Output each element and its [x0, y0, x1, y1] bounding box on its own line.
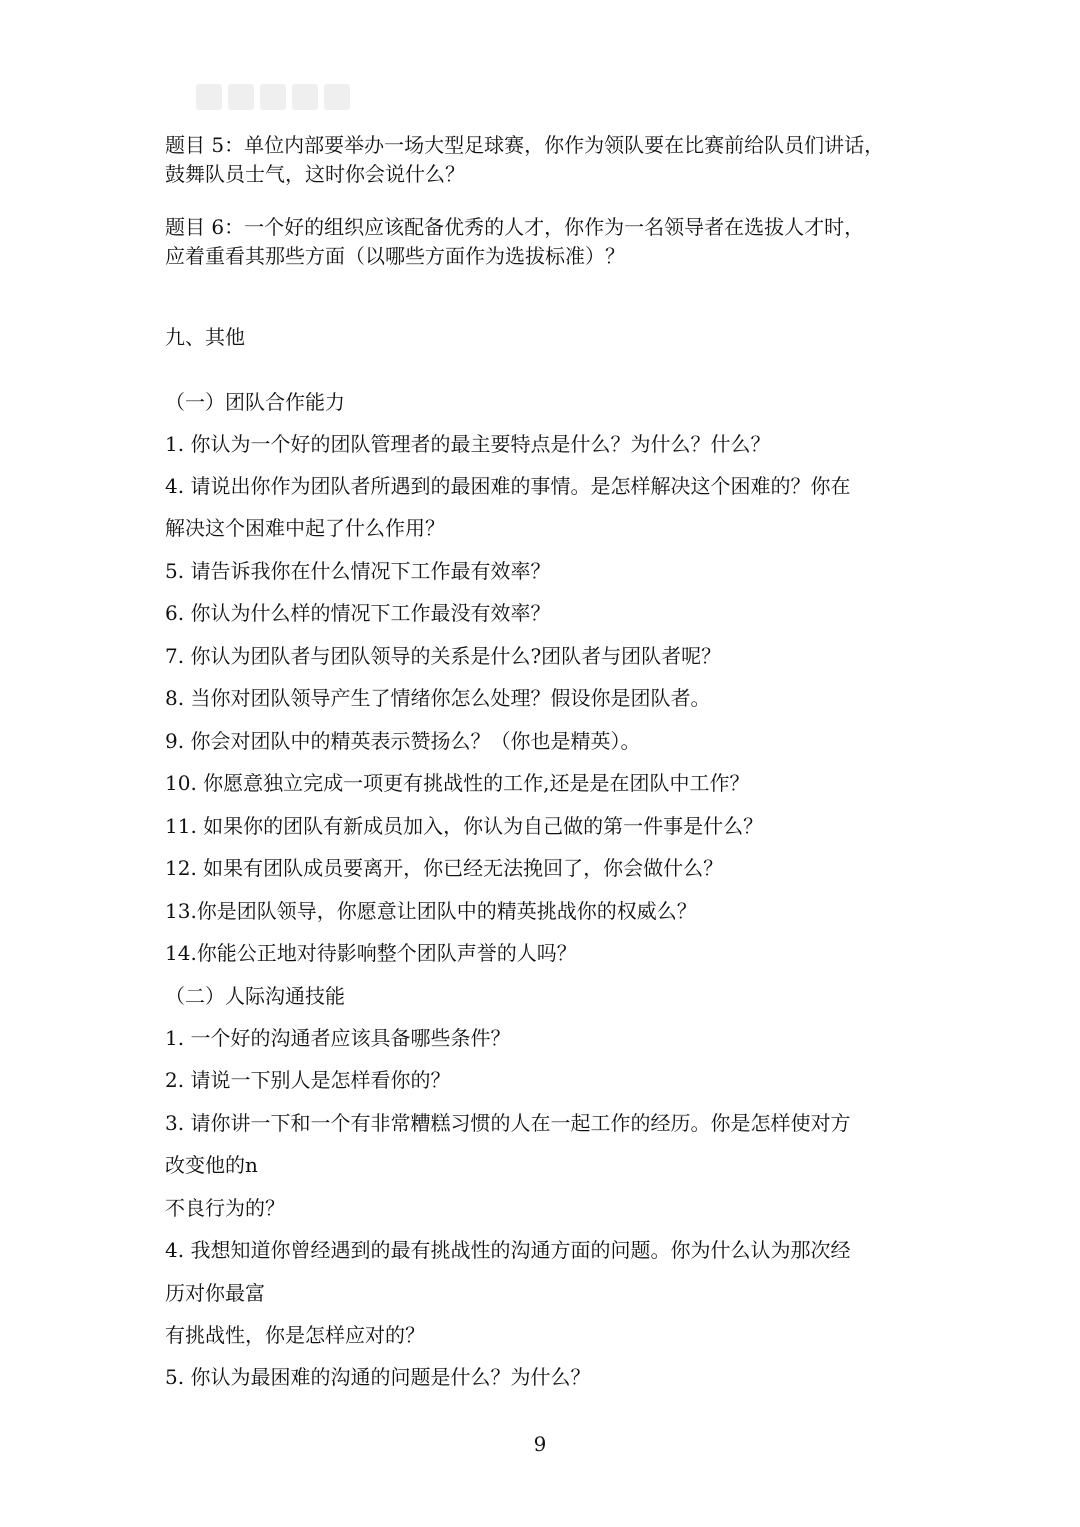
team-line-3: 解决这个困难中起了什么作用？ — [165, 516, 445, 540]
communication-line-7: 历对你最富 — [165, 1281, 265, 1305]
question-5-line-2: 鼓舞队员士气，这时你会说什么？ — [165, 162, 465, 186]
team-section-heading: （一）团队合作能力 — [165, 390, 345, 414]
team-line-7: 8. 当你对团队领导产生了情绪你怎么处理？假设你是团队者。 — [165, 686, 711, 710]
team-line-1: 1. 你认为一个好的团队管理者的最主要特点是什么？为什么？什么？ — [165, 432, 771, 456]
question-6-line-1: 题目 6：一个好的组织应该配备优秀的人才，你作为一名领导者在选拔人才时， — [165, 215, 865, 239]
communication-line-8: 有挑战性，你是怎样应对的？ — [165, 1323, 425, 1347]
communication-line-2: 2. 请说一下别人是怎样看你的？ — [165, 1068, 451, 1092]
team-line-12: 13.你是团队领导，你愿意让团队中的精英挑战你的权威么？ — [165, 899, 697, 923]
communication-line-3: 3. 请你讲一下和一个有非常糟糕习惯的人在一起工作的经历。你是怎样使对方 — [165, 1111, 851, 1135]
team-line-6: 7. 你认为团队者与团队领导的关系是什么?团队者与团队者呢？ — [165, 644, 722, 668]
question-5-line-1: 题目 5：单位内部要举办一场大型足球赛，你作为领队要在比赛前给队员们讲话， — [165, 133, 885, 157]
team-line-8: 9. 你会对团队中的精英表示赞扬么？（你也是精英）。 — [165, 729, 641, 753]
question-6-line-2: 应着重看其那些方面（以哪些方面作为选拔标准）？ — [165, 244, 625, 268]
team-line-9: 10. 你愿意独立完成一项更有挑战性的工作,还是是在团队中工作？ — [165, 771, 750, 795]
team-line-4: 5. 请告诉我你在什么情况下工作最有效率？ — [165, 559, 551, 583]
communication-line-4: 改变他的n — [165, 1153, 258, 1177]
team-line-13: 14.你能公正地对待影响整个团队声誉的人吗？ — [165, 941, 577, 965]
communication-line-6: 4. 我想知道你曾经遇到的最有挑战性的沟通方面的问题。你为什么认为那次经 — [165, 1238, 851, 1262]
communication-section-heading: （二）人际沟通技能 — [165, 984, 345, 1008]
team-line-2: 4. 请说出你作为团队者所遇到的最困难的事情。是怎样解决这个困难的？你在 — [165, 474, 851, 498]
faded-header-mark — [196, 84, 376, 110]
communication-line-5: 不良行为的？ — [165, 1196, 285, 1220]
section-title: 九、其他 — [165, 325, 245, 349]
communication-line-9: 5. 你认为最困难的沟通的问题是什么？为什么？ — [165, 1365, 591, 1389]
page-number: 9 — [533, 1432, 547, 1456]
team-line-10: 11. 如果你的团队有新成员加入，你认为自己做的第一件事是什么？ — [165, 814, 764, 838]
team-line-5: 6. 你认为什么样的情况下工作最没有效率？ — [165, 601, 551, 625]
team-line-11: 12. 如果有团队成员要离开，你已经无法挽回了，你会做什么？ — [165, 856, 724, 880]
communication-line-1: 1. 一个好的沟通者应该具备哪些条件？ — [165, 1026, 511, 1050]
